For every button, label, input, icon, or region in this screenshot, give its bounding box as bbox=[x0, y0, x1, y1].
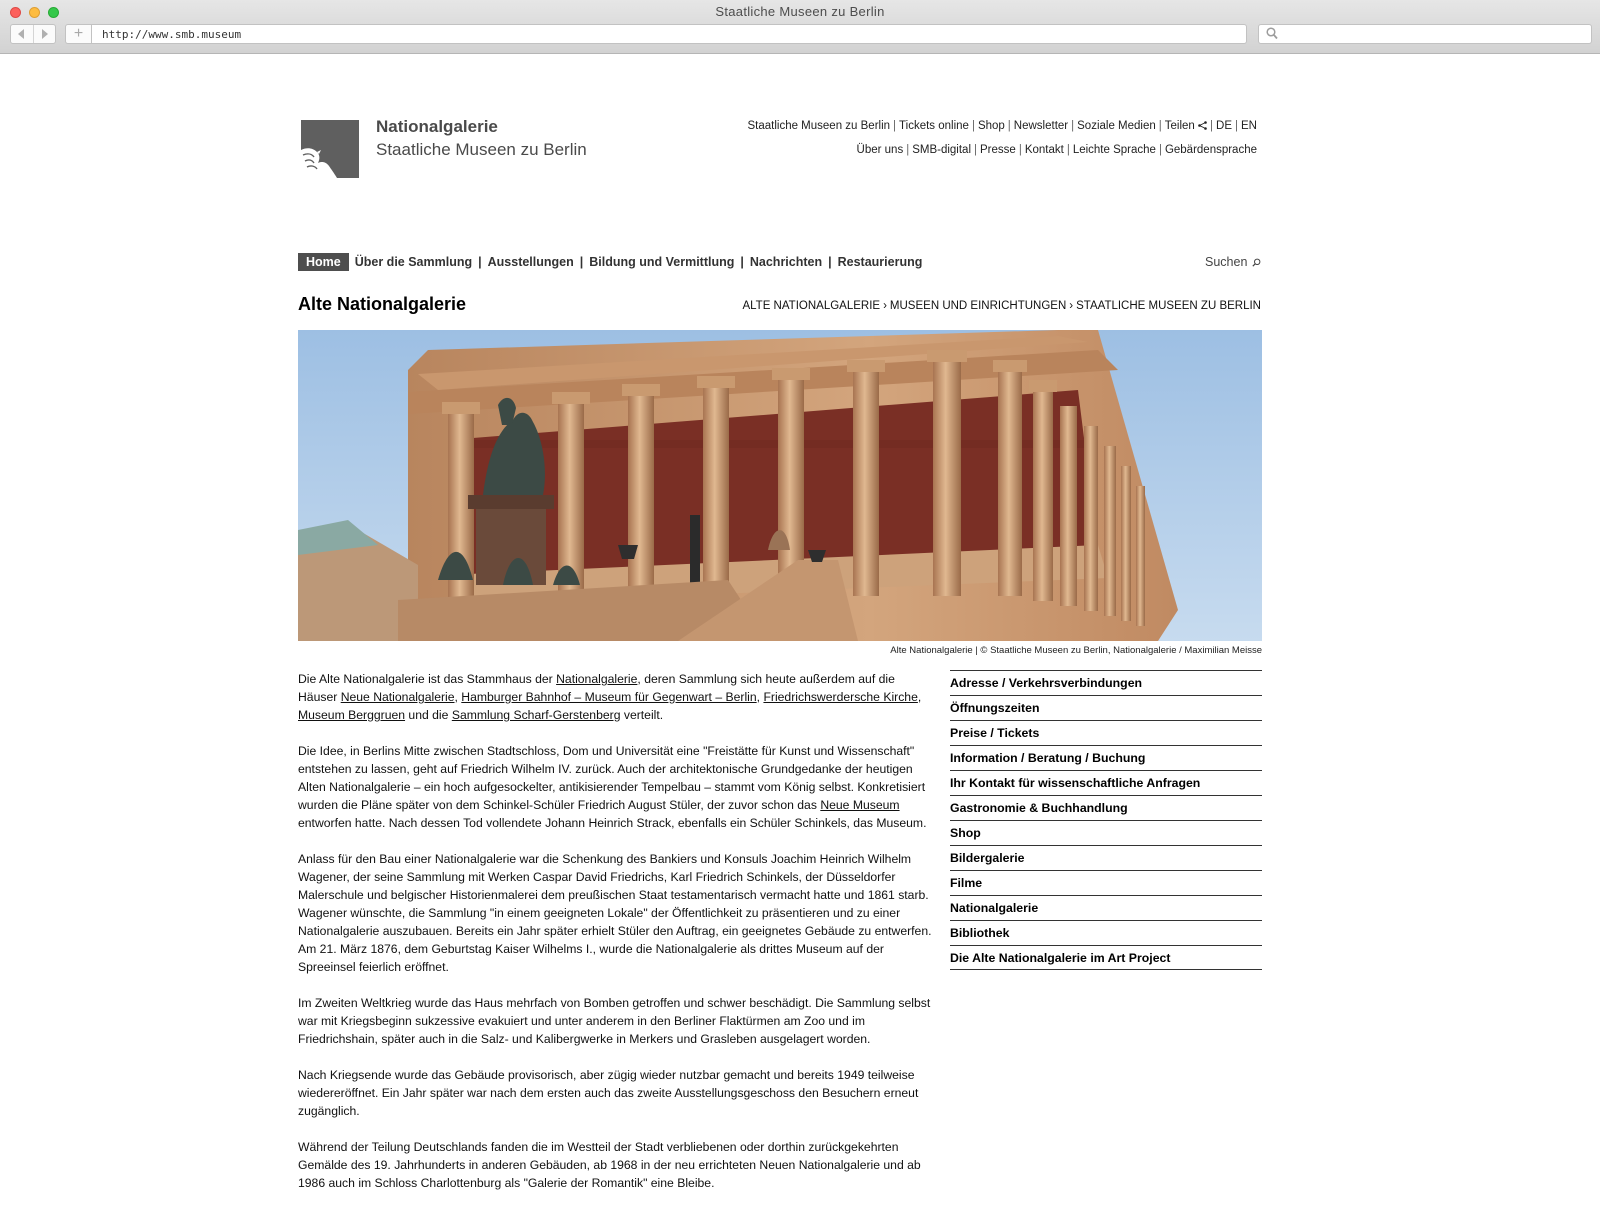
nav-ausstellungen[interactable]: Ausstellungen bbox=[487, 255, 574, 269]
sidebar-item-filme[interactable]: Filme bbox=[950, 870, 1262, 895]
forward-arrow-icon[interactable] bbox=[33, 25, 56, 43]
breadcrumb-separator-icon: › bbox=[1069, 300, 1074, 312]
link-smb-digital[interactable]: SMB-digital bbox=[912, 144, 972, 156]
language-de[interactable]: DE bbox=[1216, 120, 1233, 132]
sidebar-item-nationalgalerie[interactable]: Nationalgalerie bbox=[950, 895, 1262, 920]
paragraph bbox=[298, 670, 936, 724]
sidebar-item-art-project[interactable]: Die Alte Nationalgalerie im Art Project bbox=[950, 945, 1262, 970]
language-en[interactable]: EN bbox=[1241, 120, 1257, 132]
brand-subtitle[interactable]: Staatliche Museen zu Berlin bbox=[376, 140, 587, 159]
link-tickets-online[interactable]: Tickets online bbox=[899, 120, 969, 132]
back-arrow-icon[interactable] bbox=[11, 25, 33, 43]
nav-restaurierung[interactable]: Restaurierung bbox=[837, 255, 923, 269]
brand-name[interactable]: Nationalgalerie bbox=[376, 117, 498, 136]
separator: | bbox=[971, 120, 975, 132]
separator: | bbox=[906, 144, 910, 156]
sidebar-item-preise-tickets[interactable]: Preise / Tickets bbox=[950, 720, 1262, 745]
search-label: Suchen bbox=[1205, 255, 1248, 269]
browser-search-field[interactable] bbox=[1258, 24, 1592, 44]
nav-ueber-die-sammlung[interactable]: Über die Sammlung bbox=[354, 255, 473, 269]
eagle-logo-icon[interactable] bbox=[301, 120, 359, 178]
sidebar-item-oeffnungszeiten[interactable]: Öffnungszeiten bbox=[950, 695, 1262, 720]
separator: | bbox=[1066, 144, 1070, 156]
link-shop[interactable]: Shop bbox=[977, 120, 1005, 132]
text: Die Idee, in Berlins Mitte zwischen Stadtschloss, Dom und Universität eine "Freistätte für Kunst und Wissenschaft" entstehen zu lassen, geht auf Friedrich Wilhelm IV. zurück. Auch der architektonische Grundgedanke der heutigen Alten Nationalgalerie – ein hoch aufgesockelter, antikisierender Tempelbau – stammt vom König selbst. Konkretisiert wurden die Pläne später von dem Schinkel-Schüler Friedrich August Stüler, der zuvor schon das bbox=[298, 744, 926, 812]
nav-home[interactable]: Home bbox=[298, 253, 349, 271]
hero-image-alte-nationalgalerie bbox=[298, 330, 1262, 641]
search-icon bbox=[1252, 258, 1261, 267]
link-ueber-uns[interactable]: Über uns bbox=[856, 144, 904, 156]
site-search-button[interactable] bbox=[1205, 255, 1261, 269]
text: , deren Sammlung sich heute außerdem auf die Häuser bbox=[298, 672, 895, 704]
sidebar-item-shop[interactable]: Shop bbox=[950, 820, 1262, 845]
share-label: Teilen bbox=[1164, 120, 1195, 132]
link-presse[interactable]: Presse bbox=[980, 144, 1016, 156]
paragraph: Nach Kriegsende wurde das Gebäude provisorisch, aber zügig wieder nutzbar gemacht und bereits 1949 teilweise wiedereröffnet. Ein Jahr später war nach dem ersten auch das zweite Ausstellungsgeschoss den Besuchern erneut zugänglich. bbox=[298, 1068, 919, 1118]
paragraph: Im Zweiten Weltkrieg wurde das Haus mehrfach von Bomben getroffen und schwer beschädigt. Die Sammlung selbst war mit Kriegsbeginn sukzessive evakuiert und unter anderem in den Berliner Flaktürmen am Zoo und im Friedrichshain, später auch in die Salz- und Kalibergwerke in Merkers und Grasleben ausgelagert worden. bbox=[298, 996, 931, 1046]
sidebar-item-bildergalerie[interactable]: Bildergalerie bbox=[950, 845, 1262, 870]
separator: | bbox=[579, 255, 584, 269]
main-navigation bbox=[298, 253, 922, 271]
text: Die Alte Nationalgalerie ist das Stammhaus der bbox=[298, 672, 557, 686]
separator: | bbox=[1158, 144, 1162, 156]
sidebar-item-adresse[interactable]: Adresse / Verkehrsverbindungen bbox=[950, 670, 1262, 695]
breadcrumb bbox=[742, 300, 1261, 312]
utility-links-row-2 bbox=[857, 144, 1257, 156]
separator: | bbox=[1071, 120, 1075, 132]
nav-bildung-und-vermittlung[interactable]: Bildung und Vermittlung bbox=[589, 255, 735, 269]
sidebar-item-kontakt-wissenschaft[interactable]: Ihr Kontakt für wissenschaftliche Anfragen bbox=[950, 770, 1262, 795]
address-bar[interactable]: http://www.smb.museum bbox=[91, 24, 1247, 44]
link-soziale-medien[interactable]: Soziale Medien bbox=[1077, 120, 1156, 132]
browser-chrome bbox=[0, 0, 1600, 54]
paragraph: Anlass für den Bau einer Nationalgalerie war die Schenkung des Bankiers und Konsuls Joachim Heinrich Wilhelm Wagener, der seine Sammlung mit Werken Caspar David Friedrichs, Karl Friedrich Schinkels, der Düsseldorfer Malerschule und belgischer Historienmalerei dem preußischen Staat testamentarisch vermacht hatte und 1861 starb. Wagener wünschte, die Sammlung "in einem geeigneten Lokale" der Öffentlichkeit zu präsentieren und zu einer Nationalgalerie auszubauen. Bereits ein Jahr später erhielt Stüler den Auftrag, ein geeignetes Gebäude zu entwerfen. Am 21. März 1876, dem Geburtstag Kaiser Wilhelms I., wurde die Nationalgalerie als drittes Museum auf der Spreeinsel feierlich eröffnet. bbox=[298, 852, 932, 974]
sidebar-item-information[interactable]: Information / Beratung / Buchung bbox=[950, 745, 1262, 770]
image-caption: Alte Nationalgalerie | © Staatliche Museen zu Berlin, Nationalgalerie / Maximilian Meisse bbox=[890, 645, 1262, 656]
text: entworfen hatte. Nach dessen Tod vollendete Johann Heinrich Strack, ebenfalls ein Schüler Schinkels, das Museum. bbox=[298, 816, 927, 830]
link-hamburger-bahnhof[interactable]: Hamburger Bahnhof – Museum für Gegenwart – Berlin bbox=[461, 690, 757, 704]
link-neue-museum[interactable]: Neue Museum bbox=[820, 798, 900, 812]
text: verteilt. bbox=[620, 708, 664, 722]
link-gebaerdensprache[interactable]: Gebärdensprache bbox=[1164, 144, 1257, 156]
separator: | bbox=[828, 255, 832, 269]
sidebar-links bbox=[950, 670, 1262, 970]
breadcrumb-separator-icon: › bbox=[883, 300, 887, 312]
history-buttons bbox=[10, 24, 56, 44]
separator: | bbox=[1007, 120, 1011, 132]
page-title: Alte Nationalgalerie bbox=[298, 294, 467, 314]
link-nationalgalerie[interactable]: Nationalgalerie bbox=[556, 672, 638, 686]
link-newsletter[interactable]: Newsletter bbox=[1013, 120, 1069, 132]
breadcrumb-item[interactable]: STAATLICHE MUSEEN ZU BERLIN bbox=[1076, 300, 1261, 312]
breadcrumb-item[interactable]: ALTE NATIONALGALERIE bbox=[742, 300, 881, 312]
link-sammlung-scharf-gerstenberg[interactable]: Sammlung Scharf-Gerstenberg bbox=[451, 708, 621, 722]
utility-links-row-1 bbox=[747, 120, 1257, 132]
text: , bbox=[454, 690, 462, 704]
search-icon bbox=[1266, 27, 1278, 41]
share-icon bbox=[1198, 121, 1207, 130]
separator: | bbox=[1158, 120, 1162, 132]
link-neue-nationalgalerie[interactable]: Neue Nationalgalerie bbox=[340, 690, 455, 704]
text: , bbox=[756, 690, 764, 704]
link-staatliche-museen[interactable]: Staatliche Museen zu Berlin bbox=[747, 120, 891, 132]
separator: | bbox=[478, 255, 482, 269]
paragraph: Während der Teilung Deutschlands fanden die im Westteil der Stadt verbliebenen oder dorthin zurückgekehrten Gemälde des 19. Jahrhunderts in anderen Gebäuden, ab 1968 in der neu errichteten Neuen Nationalgalerie und ab 1986 auch im Schloss Charlottenburg als "Galerie der Romantik" eine Bleibe. bbox=[298, 1140, 921, 1190]
sidebar-item-bibliothek[interactable]: Bibliothek bbox=[950, 920, 1262, 945]
new-tab-button[interactable]: + bbox=[65, 24, 91, 44]
paragraph bbox=[298, 742, 936, 832]
separator: | bbox=[1235, 120, 1239, 132]
separator: | bbox=[740, 255, 744, 269]
share-button[interactable] bbox=[1165, 120, 1207, 132]
separator: | bbox=[893, 120, 897, 132]
separator: | bbox=[1210, 120, 1214, 132]
text: und die bbox=[405, 708, 452, 722]
nav-nachrichten[interactable]: Nachrichten bbox=[749, 255, 823, 269]
sidebar-item-gastronomie[interactable]: Gastronomie & Buchhandlung bbox=[950, 795, 1262, 820]
link-leichte-sprache[interactable]: Leichte Sprache bbox=[1072, 144, 1156, 156]
text: , bbox=[917, 690, 922, 704]
link-museum-berggruen[interactable]: Museum Berggruen bbox=[298, 708, 406, 722]
separator: | bbox=[974, 144, 978, 156]
article-body bbox=[298, 670, 936, 1215]
link-friedrichswerdersche-kirche[interactable]: Friedrichswerdersche Kirche bbox=[763, 690, 918, 704]
separator: | bbox=[1018, 144, 1022, 156]
breadcrumb-item[interactable]: MUSEEN UND EINRICHTUNGEN bbox=[889, 300, 1067, 312]
link-kontakt[interactable]: Kontakt bbox=[1024, 144, 1064, 156]
window-title: Staatliche Museen zu Berlin bbox=[715, 4, 885, 19]
